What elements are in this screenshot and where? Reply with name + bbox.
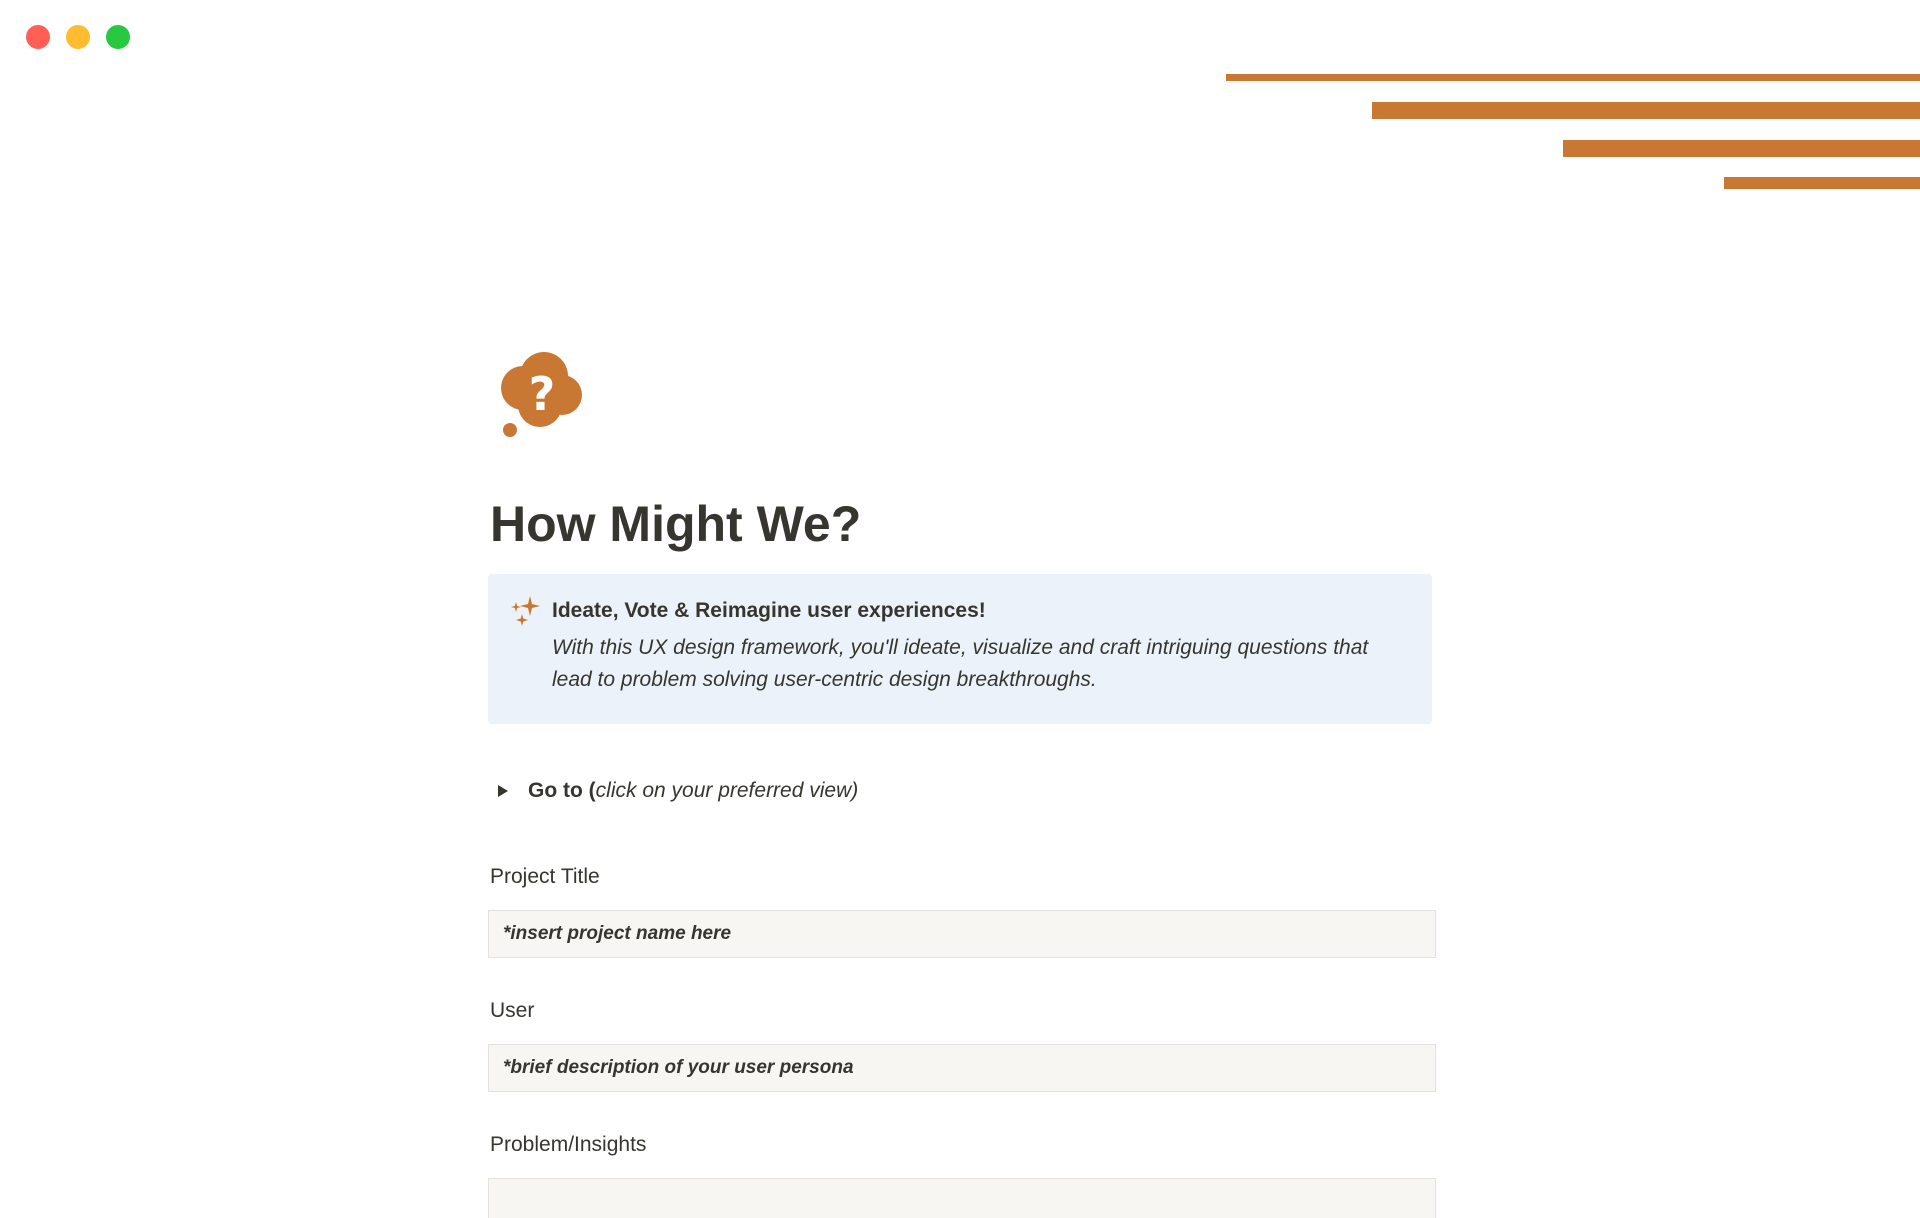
toggle-label-italic: click on your preferred view) [595, 779, 859, 802]
problem-insights-field[interactable] [488, 1178, 1436, 1218]
cover-stripe-1 [1226, 74, 1920, 81]
sparkles-icon [508, 596, 540, 628]
callout-heading: Ideate, Vote & Reimagine user experiences! [552, 599, 986, 622]
page-content [488, 350, 1436, 1218]
toggle-label-bold: Go to ( [528, 779, 596, 802]
field-label-problem-insights: Problem/Insights [490, 1133, 647, 1156]
window-controls [26, 25, 130, 49]
question-bubble-icon[interactable] [498, 350, 588, 440]
cover-stripe-4 [1724, 177, 1920, 189]
maximize-window-button[interactable] [106, 25, 130, 49]
cover-stripe-3 [1563, 140, 1920, 157]
user-field[interactable]: *brief description of your user persona [488, 1044, 1436, 1092]
field-label-project-title: Project Title [490, 865, 600, 888]
field-label-user: User [490, 999, 535, 1022]
callout-text: With this UX design framework, you'll ideate, visualize and craft intriguing questions that lead to problem solving user-centric design breakthroughs. [552, 636, 1369, 691]
close-window-button[interactable] [26, 25, 50, 49]
project-title-field[interactable]: *insert project name here [488, 910, 1436, 958]
minimize-window-button[interactable] [66, 25, 90, 49]
page-cover [1220, 0, 1920, 200]
page-title[interactable]: How Might We? [490, 496, 862, 552]
cover-stripe-2 [1372, 102, 1920, 119]
intro-callout [488, 574, 1432, 724]
callout-body [552, 596, 1404, 696]
svg-text:?: ? [528, 367, 556, 421]
go-to-toggle[interactable] [488, 776, 1436, 806]
toggle-arrow-icon[interactable] [498, 785, 508, 797]
